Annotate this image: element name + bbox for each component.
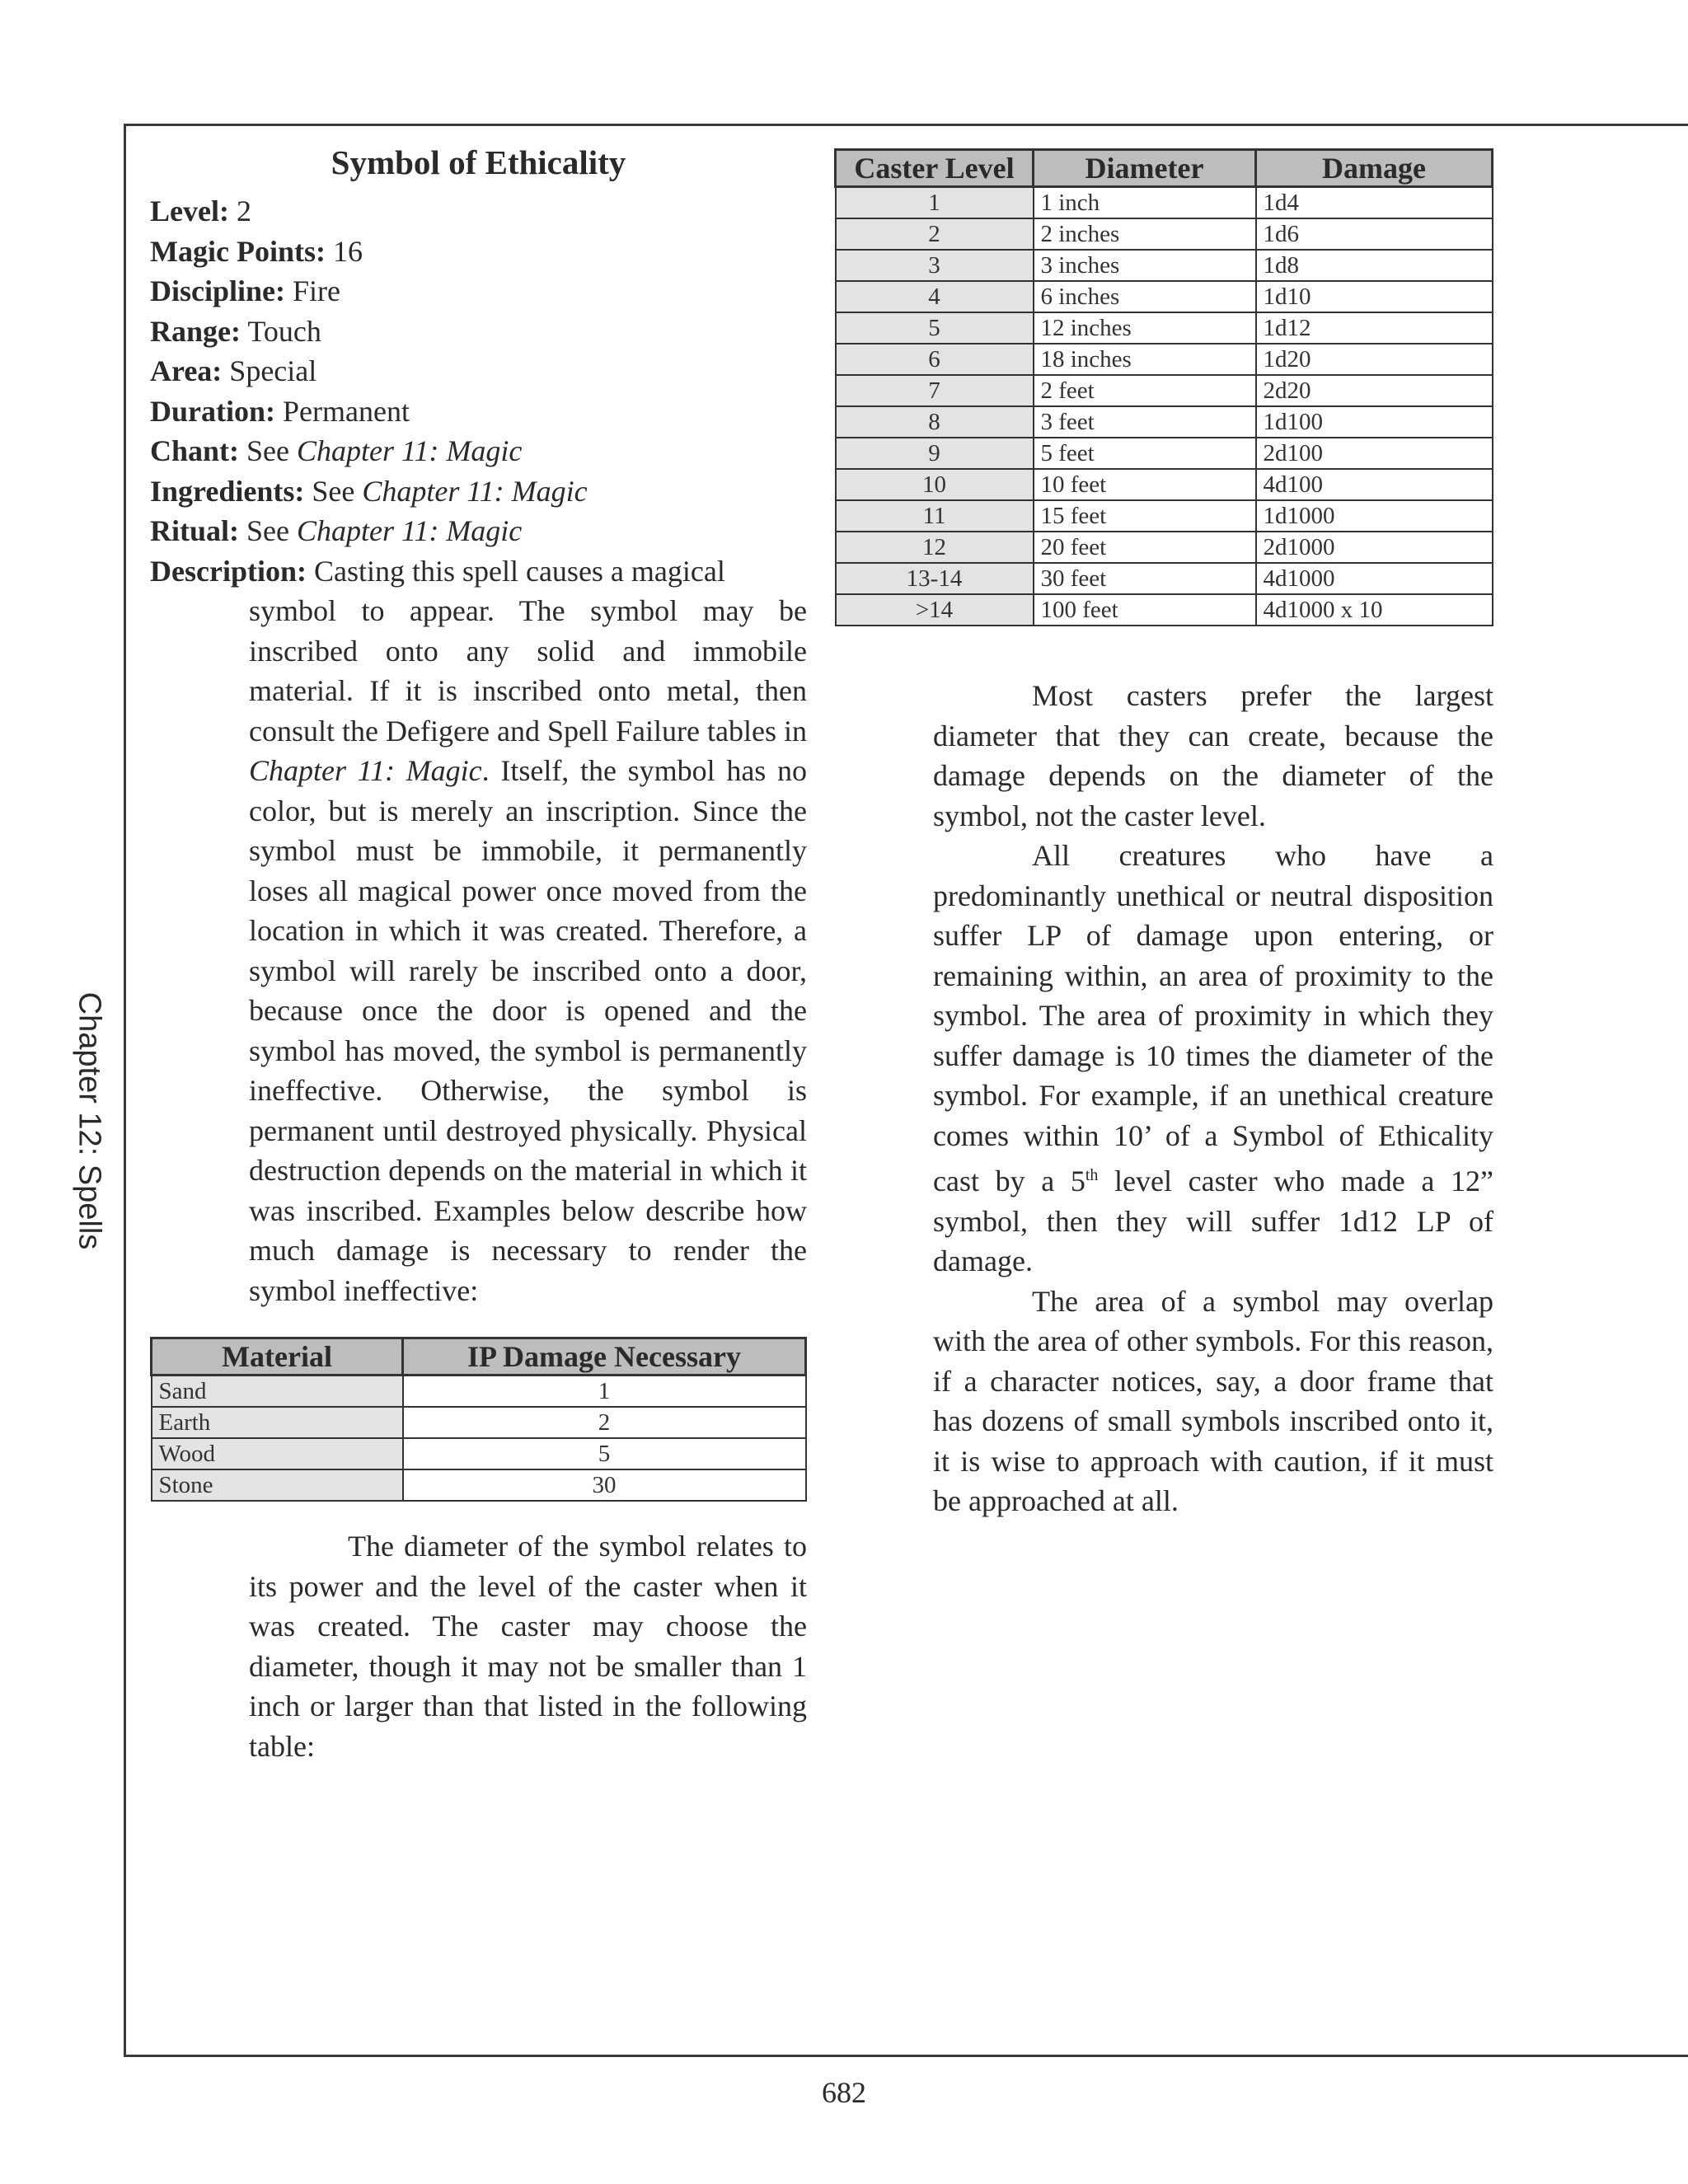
- diameter-cell: 2 inches: [1034, 218, 1256, 250]
- stat-value: See: [246, 514, 289, 548]
- overlap-paragraph: The area of a symbol may overlap with the area of other symbols. For this reason, if a character notices, say, a door frame that has dozens of small symbols inscribed onto it, it is wise to approach with caution, if it must be approached at all.: [933, 1284, 1493, 1517]
- stat-discipline: [150, 271, 807, 312]
- caster-level-cell: 13-14: [836, 563, 1034, 594]
- table-row: [836, 532, 1493, 563]
- description-text: . Itself, the symbol has no color, but is merely an inscription. Since the symbol must be immobile, it permanently loses all magical power once moved from the location in which it was created. Therefore, a symbol will rarely be inscribed onto a door, because once the door is opened and the symbol has moved, the symbol is permanently ineffective. Otherwise, the symbol is permanent until destroyed physically. Physical destruction depends on the material in which it was inscribed. Examples below describe how much damage is necessary to render the symbol ineffective:: [249, 754, 808, 1307]
- stat-label: Ingredients:: [150, 474, 305, 508]
- right-column: [834, 148, 1493, 1521]
- damage-cell: 1d12: [1256, 312, 1493, 344]
- stat-label: Range:: [150, 314, 241, 348]
- table-row: [836, 500, 1493, 532]
- material-damage-table: [150, 1337, 807, 1502]
- description-first-line: [150, 551, 807, 592]
- table-row: [836, 344, 1493, 375]
- diameter-cell: 6 inches: [1034, 281, 1256, 312]
- damage-cell: 2d100: [1256, 438, 1493, 469]
- table-row: [836, 312, 1493, 344]
- column-header-diameter: Diameter: [1034, 150, 1256, 187]
- diameter-cell: 1 inch: [1034, 187, 1256, 219]
- stat-level: [150, 191, 807, 232]
- diameter-cell: 100 feet: [1034, 594, 1256, 626]
- page-number: 682: [822, 2076, 866, 2109]
- damage-cell: 4d100: [1256, 469, 1493, 500]
- ip-damage-cell: 1: [403, 1376, 806, 1408]
- caster-level-cell: 11: [836, 500, 1034, 532]
- right-paragraphs: [834, 676, 1493, 1521]
- stat-magic-points: [150, 232, 807, 272]
- caster-level-cell: 12: [836, 532, 1034, 563]
- description-label: Description:: [150, 554, 307, 588]
- diameter-cell: 10 feet: [1034, 469, 1256, 500]
- caster-level-cell: 7: [836, 375, 1034, 406]
- table-header-row: [836, 150, 1493, 187]
- table-row: [836, 375, 1493, 406]
- caster-level-cell: 4: [836, 281, 1034, 312]
- caster-level-cell: 6: [836, 344, 1034, 375]
- paragraph-text: level caster who made a 12” symbol, then they will suffer 1d12 LP of damage.: [933, 1165, 1493, 1277]
- description-reference: Chapter 11: Magic: [249, 754, 482, 788]
- table-header-row: [152, 1338, 806, 1376]
- stat-label: Magic Points:: [150, 234, 326, 268]
- stat-value: Fire: [293, 274, 341, 308]
- material-cell: Sand: [152, 1376, 403, 1408]
- column-header-caster-level: Caster Level: [836, 150, 1034, 187]
- stat-label: Ritual:: [150, 514, 239, 548]
- caster-level-cell: 2: [836, 218, 1034, 250]
- diameter-paragraph: The diameter of the symbol relates to its power and the level of the caster when it was created. The caster may choose the diameter, though it may not be smaller than 1 inch or larger than that listed in the following table:: [249, 1530, 807, 1763]
- damage-cell: 1d10: [1256, 281, 1493, 312]
- description-body: [150, 591, 807, 1310]
- damage-cell: 2d20: [1256, 375, 1493, 406]
- table-row: [836, 438, 1493, 469]
- material-cell: Wood: [152, 1438, 403, 1469]
- paragraph-text: All creatures who have a predominantly unethical or neutral disposition suffer LP of damage upon entering, or remaining within, an area of proximity to the symbol. The area of proximity in which they suffer damage is 10 times the diameter of the symbol. For example, if an unethical creature comes within 10’ of a Symbol of Ethicality cast by a 5: [933, 839, 1493, 1197]
- caster-level-cell: 3: [836, 250, 1034, 281]
- left-column: [150, 144, 807, 1766]
- proximity-paragraph: [933, 836, 1493, 1282]
- table-row: [836, 594, 1493, 626]
- stat-value: Permanent: [283, 394, 410, 428]
- diameter-cell: 5 feet: [1034, 438, 1256, 469]
- stat-area: [150, 351, 807, 391]
- diameter-cell: 12 inches: [1034, 312, 1256, 344]
- damage-cell: 1d1000: [1256, 500, 1493, 532]
- caster-level-cell: >14: [836, 594, 1034, 626]
- table-row: [152, 1407, 806, 1438]
- diameter-cell: 30 feet: [1034, 563, 1256, 594]
- stat-value: 2: [236, 194, 251, 228]
- table-row: [152, 1438, 806, 1469]
- stat-range: [150, 312, 807, 352]
- spell-stats: [150, 191, 807, 551]
- stat-value: Special: [229, 354, 317, 388]
- diameter-cell: 3 inches: [1034, 250, 1256, 281]
- damage-cell: 1d100: [1256, 406, 1493, 438]
- diameter-cell: 20 feet: [1034, 532, 1256, 563]
- stat-label: Chant:: [150, 434, 240, 468]
- table-row: [836, 406, 1493, 438]
- stat-label: Area:: [150, 354, 223, 388]
- caster-level-cell: 10: [836, 469, 1034, 500]
- spell-title: Symbol of Ethicality: [331, 143, 626, 181]
- material-cell: Earth: [152, 1407, 403, 1438]
- table-row: [836, 250, 1493, 281]
- description-text: symbol to appear. The symbol may be inscribed onto any solid and immobile material. If it is inscribed onto metal, then consult the Defigere and Spell Failure tables in: [249, 594, 807, 748]
- column-header-ip-damage: IP Damage Necessary: [403, 1338, 806, 1376]
- stat-duration: [150, 391, 807, 432]
- table-row: [836, 218, 1493, 250]
- caster-level-cell: 9: [836, 438, 1034, 469]
- stat-chant: [150, 431, 807, 471]
- stat-value: Touch: [247, 314, 321, 348]
- description-text: Casting this spell causes a magical: [313, 554, 725, 588]
- damage-cell: 1d4: [1256, 187, 1493, 219]
- stat-label: Duration:: [150, 394, 275, 428]
- material-cell: Stone: [152, 1469, 403, 1501]
- diameter-cell: 18 inches: [1034, 344, 1256, 375]
- stat-label: Discipline:: [150, 274, 286, 308]
- ip-damage-cell: 2: [403, 1407, 806, 1438]
- diameter-cell: 3 feet: [1034, 406, 1256, 438]
- stat-ingredients: [150, 471, 807, 512]
- table-row: [152, 1469, 806, 1501]
- table-row: [836, 563, 1493, 594]
- stat-reference: Chapter 11: Magic: [297, 434, 523, 468]
- damage-cell: 1d20: [1256, 344, 1493, 375]
- spell-description: [150, 551, 807, 1311]
- stat-value: See: [312, 474, 355, 508]
- caster-level-cell: 1: [836, 187, 1034, 219]
- table-row: [836, 281, 1493, 312]
- ip-damage-cell: 30: [403, 1469, 806, 1501]
- column-header-material: Material: [152, 1338, 403, 1376]
- chapter-side-label: Chapter 12: Spells: [72, 991, 107, 1250]
- caster-level-cell: 5: [836, 312, 1034, 344]
- caster-level-table: [834, 148, 1493, 626]
- stat-value: See: [246, 434, 290, 468]
- diameter-cell: 15 feet: [1034, 500, 1256, 532]
- diameter-cell: 2 feet: [1034, 375, 1256, 406]
- stat-value: 16: [332, 234, 363, 268]
- ordinal-suffix: th: [1085, 1166, 1099, 1184]
- stat-ritual: [150, 511, 807, 551]
- table-row: [836, 187, 1493, 219]
- damage-cell: 4d1000: [1256, 563, 1493, 594]
- table-row: [152, 1376, 806, 1408]
- damage-cell: 1d6: [1256, 218, 1493, 250]
- damage-cell: 4d1000 x 10: [1256, 594, 1493, 626]
- largest-diameter-paragraph: Most casters prefer the largest diameter that they can create, because the damage depends on the diameter of the symbol, not the caster level.: [933, 679, 1493, 832]
- damage-cell: 1d8: [1256, 250, 1493, 281]
- stat-reference: Chapter 11: Magic: [362, 474, 588, 508]
- stat-reference: Chapter 11: Magic: [296, 514, 523, 548]
- caster-table-body: [836, 187, 1493, 626]
- ip-damage-cell: 5: [403, 1438, 806, 1469]
- column-header-damage: Damage: [1256, 150, 1493, 187]
- damage-cell: 2d1000: [1256, 532, 1493, 563]
- table-row: [836, 469, 1493, 500]
- caster-level-cell: 8: [836, 406, 1034, 438]
- stat-label: Level:: [150, 194, 229, 228]
